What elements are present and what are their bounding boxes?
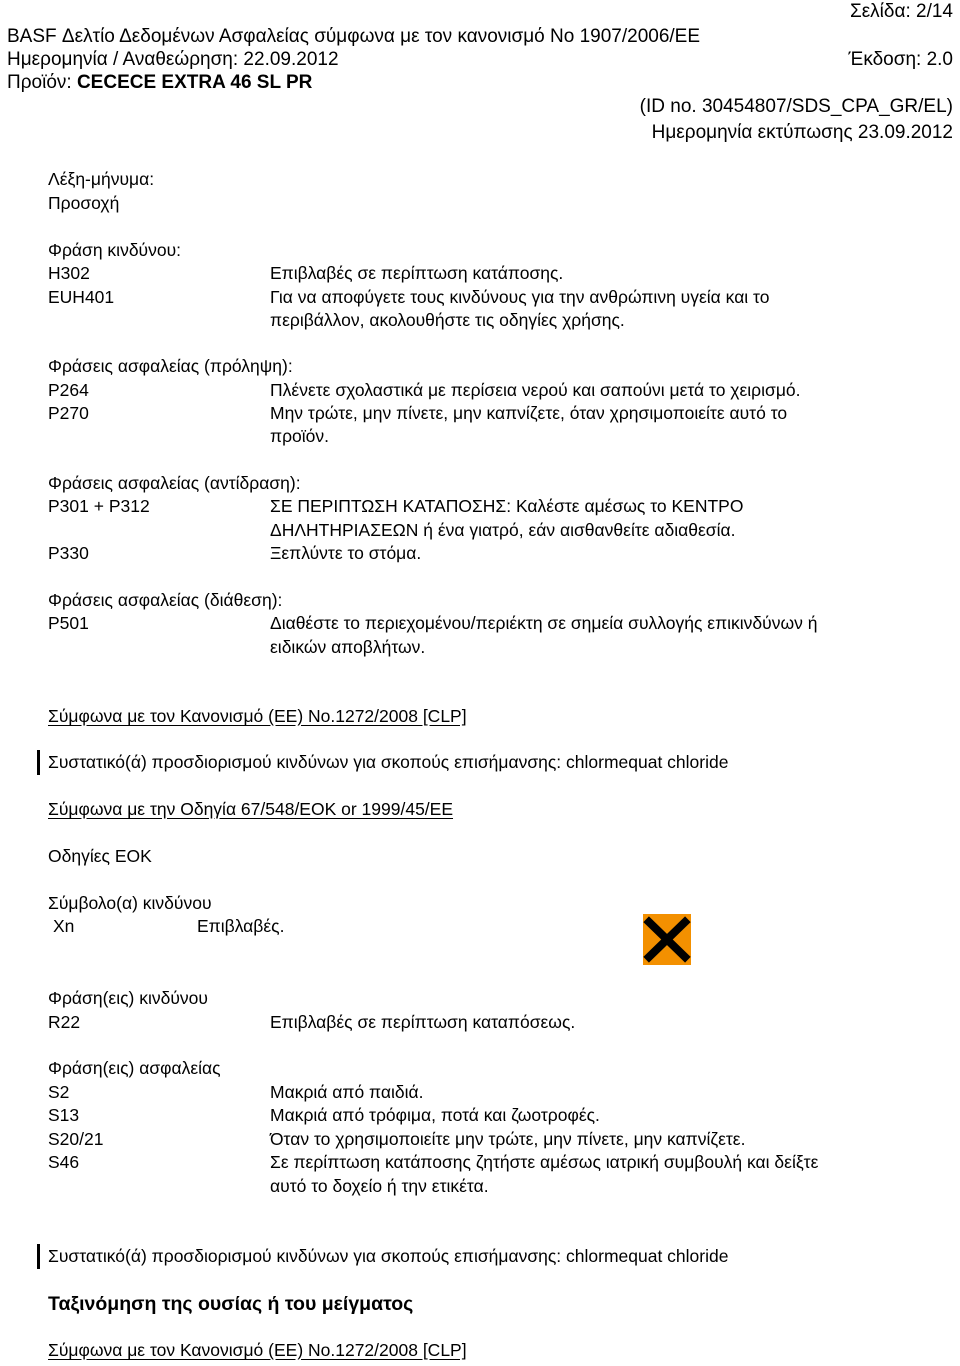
- hazard-text: Για να αποφύγετε τους κινδύνους για την ανθρώπινη υγεία και το: [270, 287, 770, 307]
- symbol-code: Xn: [53, 916, 75, 936]
- precaution-text: Μην τρώτε, μην πίνετε, μην καπνίζετε, όταν χρησιμοποιείτε αυτό το: [270, 403, 788, 423]
- page-number: Σελίδα: 2/14: [849, 1, 953, 22]
- s-phrases-label: Φράση(εις) ασφαλείας: [48, 1058, 221, 1078]
- symbol-label: Σύμβολο(α) κινδύνου: [48, 893, 212, 913]
- product-line: [7, 73, 312, 92]
- precaution-text: Ξεπλύντε το στόμα.: [270, 543, 422, 563]
- precaution-text: ΔΗΛΗΤΗΡΙΑΣΕΩΝ ή ένα γιατρό, εάν αισθανθείτε αδιαθεσία.: [270, 520, 736, 540]
- disposal-label: Φράσεις ασφαλείας (διάθεση):: [48, 590, 283, 610]
- revision-bar: [37, 1244, 40, 1269]
- directive-heading: Σύμφωνα με την Οδηγία 67/548/ΕΟΚ or 1999/45/ΕΕ: [48, 799, 454, 819]
- signal-word-label: Λέξη-μήνυμα:: [48, 169, 155, 189]
- precaution-text: Πλένετε σχολαστικά με περίσεια νερού και σαπούνι μετά το χειρισμό.: [270, 380, 801, 400]
- revision-date: Ημερομηνία / Αναθεώρηση: 22.09.2012: [7, 49, 339, 70]
- clp-heading: Σύμφωνα με τον Κανονισμό (ΕΕ) No.1272/2008 [CLP]: [48, 706, 467, 726]
- signal-word-value: Προσοχή: [48, 193, 120, 213]
- s-phrase-code: S46: [48, 1152, 80, 1172]
- s-phrase-code: S20/21: [48, 1129, 104, 1149]
- version-label: Έκδοση: 2.0: [848, 49, 953, 70]
- precaution-code: P264: [48, 380, 89, 400]
- r-phrases-label: Φράση(εις) κινδύνου: [48, 988, 208, 1008]
- hazard-text: περιβάλλον, ακολουθήστε τις οδηγίες χρήσης.: [270, 310, 625, 330]
- precaution-code: P301 + P312: [48, 496, 150, 516]
- revision-bar: [37, 750, 40, 775]
- precaution-code: P501: [48, 613, 89, 633]
- hazard-code: H302: [48, 263, 90, 283]
- document-title: BASF Δελτίο Δεδομένων Ασφαλείας σύμφωνα με τον κανονισμό No 1907/2006/ΕΕ: [7, 26, 701, 47]
- precaution-code: P330: [48, 543, 89, 563]
- eec-label: Οδηγίες ΕΟΚ: [48, 846, 152, 866]
- response-label: Φράσεις ασφαλείας (αντίδραση):: [48, 473, 301, 493]
- clp-heading: Σύμφωνα με τον Κανονισμό (ΕΕ) No.1272/2008 [CLP]: [48, 1340, 467, 1360]
- s-phrase-text: Μακριά από παιδιά.: [270, 1082, 424, 1102]
- s-phrase-text: αυτό το δοχείο ή την ετικέτα.: [270, 1176, 489, 1196]
- s-phrase-code: S13: [48, 1105, 80, 1125]
- symbol-text: Επιβλαβές.: [197, 916, 285, 936]
- hazard-xn-icon: [643, 914, 691, 965]
- precaution-code: P270: [48, 403, 89, 423]
- r-phrase-code: R22: [48, 1012, 81, 1032]
- precaution-text: ειδικών αποβλήτων.: [270, 637, 426, 657]
- product-name: CECECE EXTRA 46 SL PR: [76, 72, 313, 93]
- prevention-label: Φράσεις ασφαλείας (πρόληψη):: [48, 356, 293, 376]
- labelling-component: Συστατικό(ά) προσδιορισμού κινδύνων για σκοπούς επισήμανσης: chlormequat chloride: [48, 752, 729, 772]
- hazard-code: EUH401: [48, 287, 115, 307]
- print-date: Ημερομηνία εκτύπωσης 23.09.2012: [651, 122, 953, 143]
- precaution-text: ΣΕ ΠΕΡΙΠΤΩΣΗ ΚΑΤΑΠΟΣΗΣ: Καλέστε αμέσως το ΚΕΝΤΡΟ: [270, 496, 744, 516]
- precaution-text: προϊόν.: [270, 426, 329, 446]
- hazard-statements-label: Φράση κινδύνου:: [48, 240, 182, 260]
- hazard-text: Επιβλαβές σε περίπτωση κατάποσης.: [270, 263, 564, 283]
- s-phrase-text: Μακριά από τρόφιμα, ποτά και ζωοτροφές.: [270, 1105, 600, 1125]
- r-phrase-text: Επιβλαβές σε περίπτωση καταπόσεως.: [270, 1012, 576, 1032]
- precaution-text: Διαθέστε το περιεχομένου/περιέκτη σε σημεία συλλογής επικινδύνων ή: [270, 613, 818, 633]
- s-phrase-text: Όταν το χρησιμοποιείτε μην τρώτε, μην πίνετε, μην καπνίζετε.: [270, 1129, 746, 1149]
- classification-heading: Ταξινόμηση της ουσίας ή του μείγματος: [48, 1293, 414, 1315]
- labelling-component: Συστατικό(ά) προσδιορισμού κινδύνων για σκοπούς επισήμανσης: chlormequat chloride: [48, 1246, 729, 1266]
- s-phrase-text: Σε περίπτωση κατάποσης ζητήστε αμέσως ιατρική συμβουλή και δείξτε: [270, 1152, 819, 1172]
- document-id: (ID no. 30454807/SDS_CPA_GR/EL): [639, 96, 953, 117]
- product-prefix: Προϊόν:: [7, 72, 72, 93]
- s-phrase-code: S2: [48, 1082, 70, 1102]
